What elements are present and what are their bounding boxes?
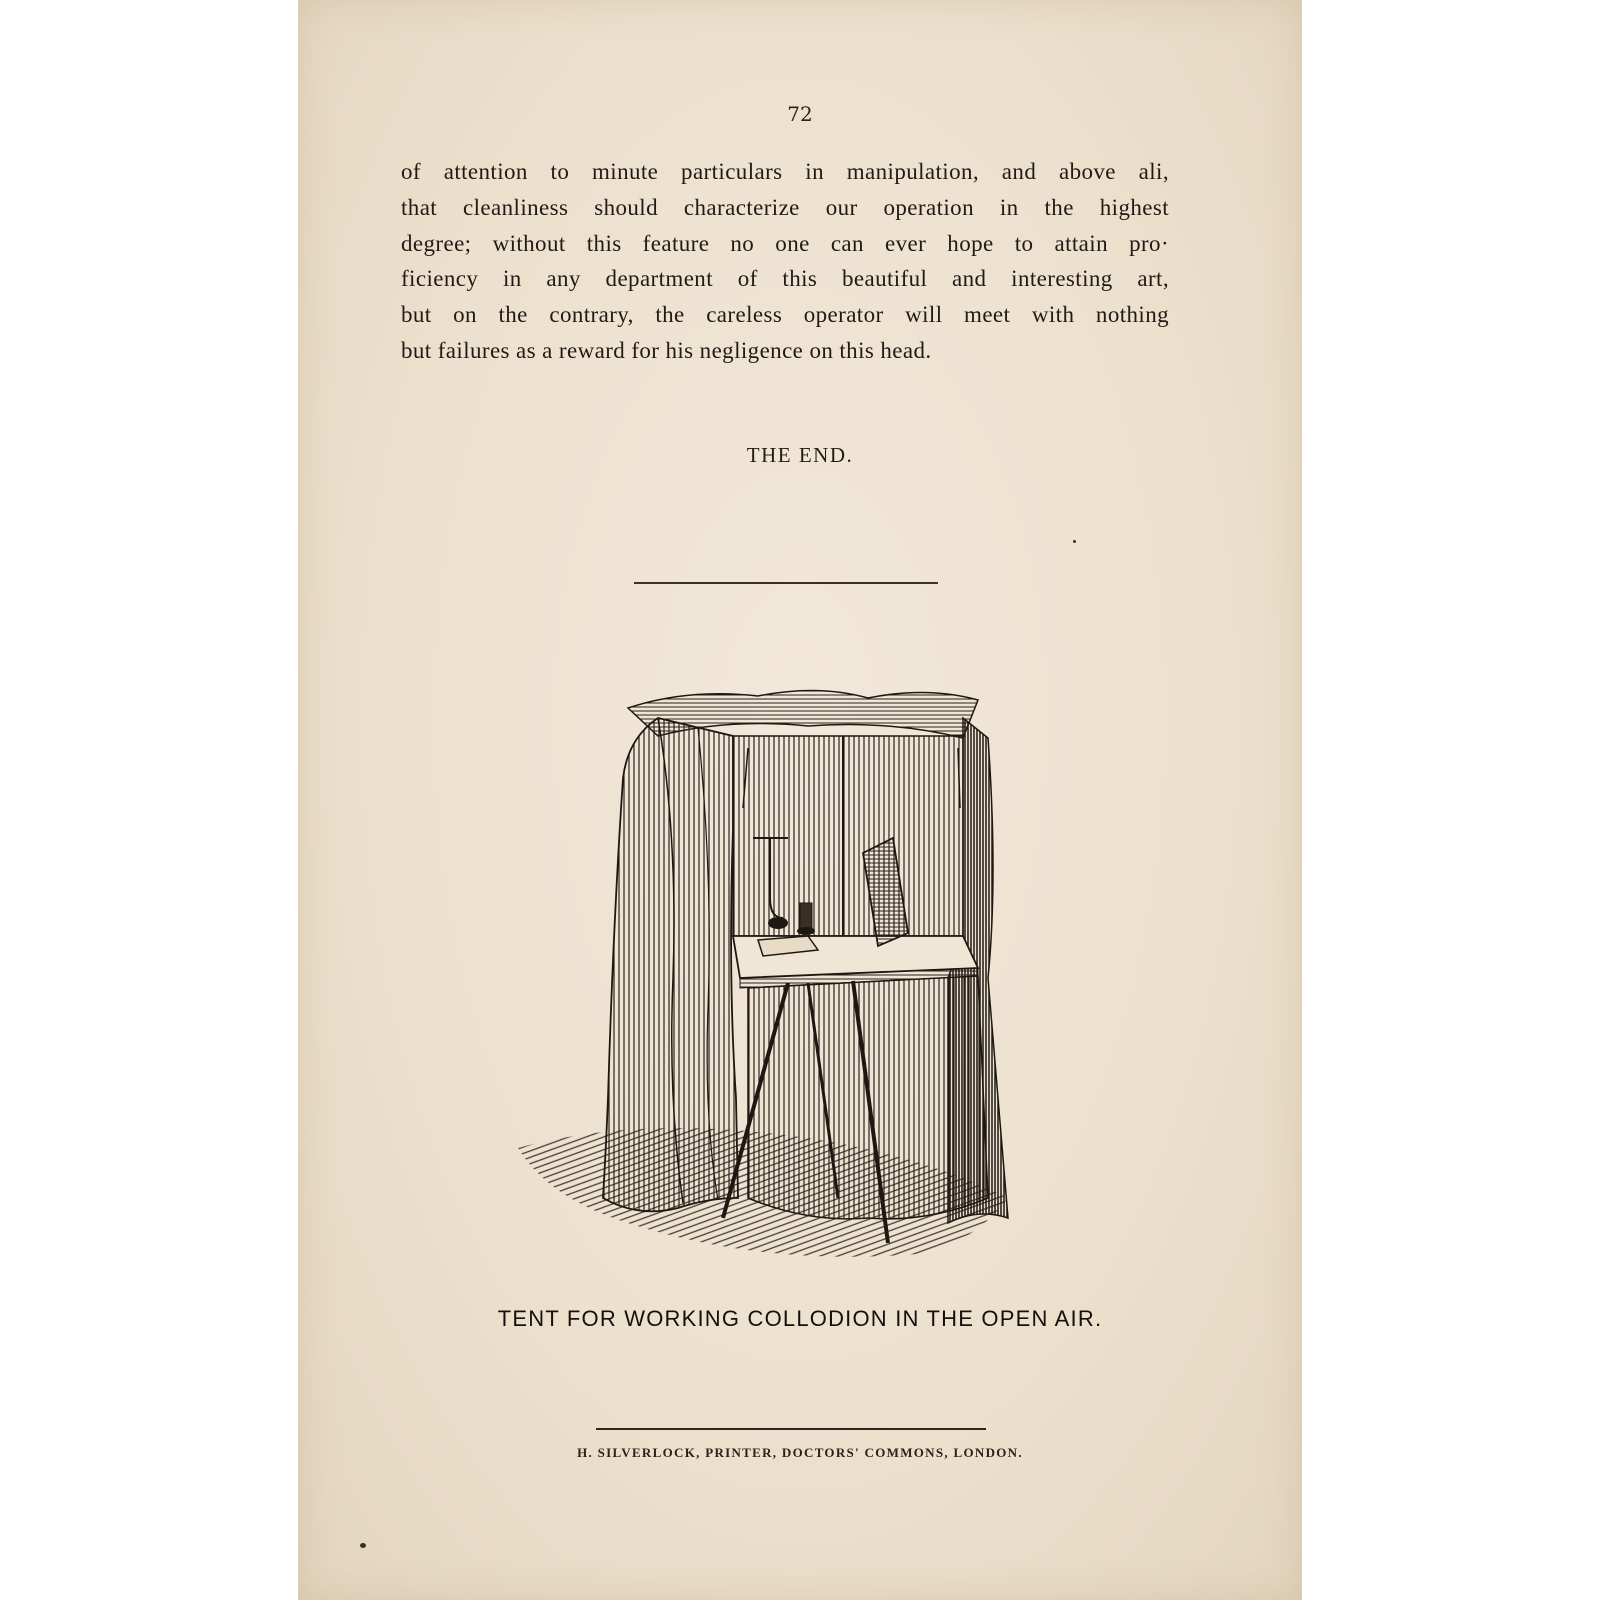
bottle <box>800 903 812 931</box>
body-line: that cleanliness should characterize our operation in the highest <box>401 194 1169 220</box>
body-paragraph <box>401 154 1169 369</box>
paper-speck <box>360 1543 366 1548</box>
tent-engraving-illustration <box>508 678 1028 1288</box>
body-line: but failures as a reward for his negligence on this head. <box>401 337 932 363</box>
body-line: of attention to minute particulars in manipulation, and above ali, <box>401 159 1169 184</box>
tent-back-wall <box>733 736 963 936</box>
book-page <box>298 0 1302 1600</box>
paper-speck <box>1073 540 1076 543</box>
illustration-caption: TENT FOR WORKING COLLODION IN THE OPEN AIR. <box>497 1306 1103 1331</box>
body-line: but on the contrary, the careless operator will meet with nothing <box>401 302 1169 328</box>
body-line: degree; without this feature no one can ever hope to attain pro· <box>401 230 1169 256</box>
body-line: ficiency in any department of this beautiful and interesting art, <box>401 266 1169 292</box>
page-number: 72 <box>787 102 813 126</box>
footer-rule <box>596 1428 986 1430</box>
tent-left-drape <box>603 718 738 1211</box>
printer-imprint: H. SILVERLOCK, PRINTER, DOCTORS' COMMONS, LONDON. <box>577 1445 1023 1460</box>
section-divider <box>634 582 938 584</box>
the-end-marker: THE END. <box>746 443 854 467</box>
